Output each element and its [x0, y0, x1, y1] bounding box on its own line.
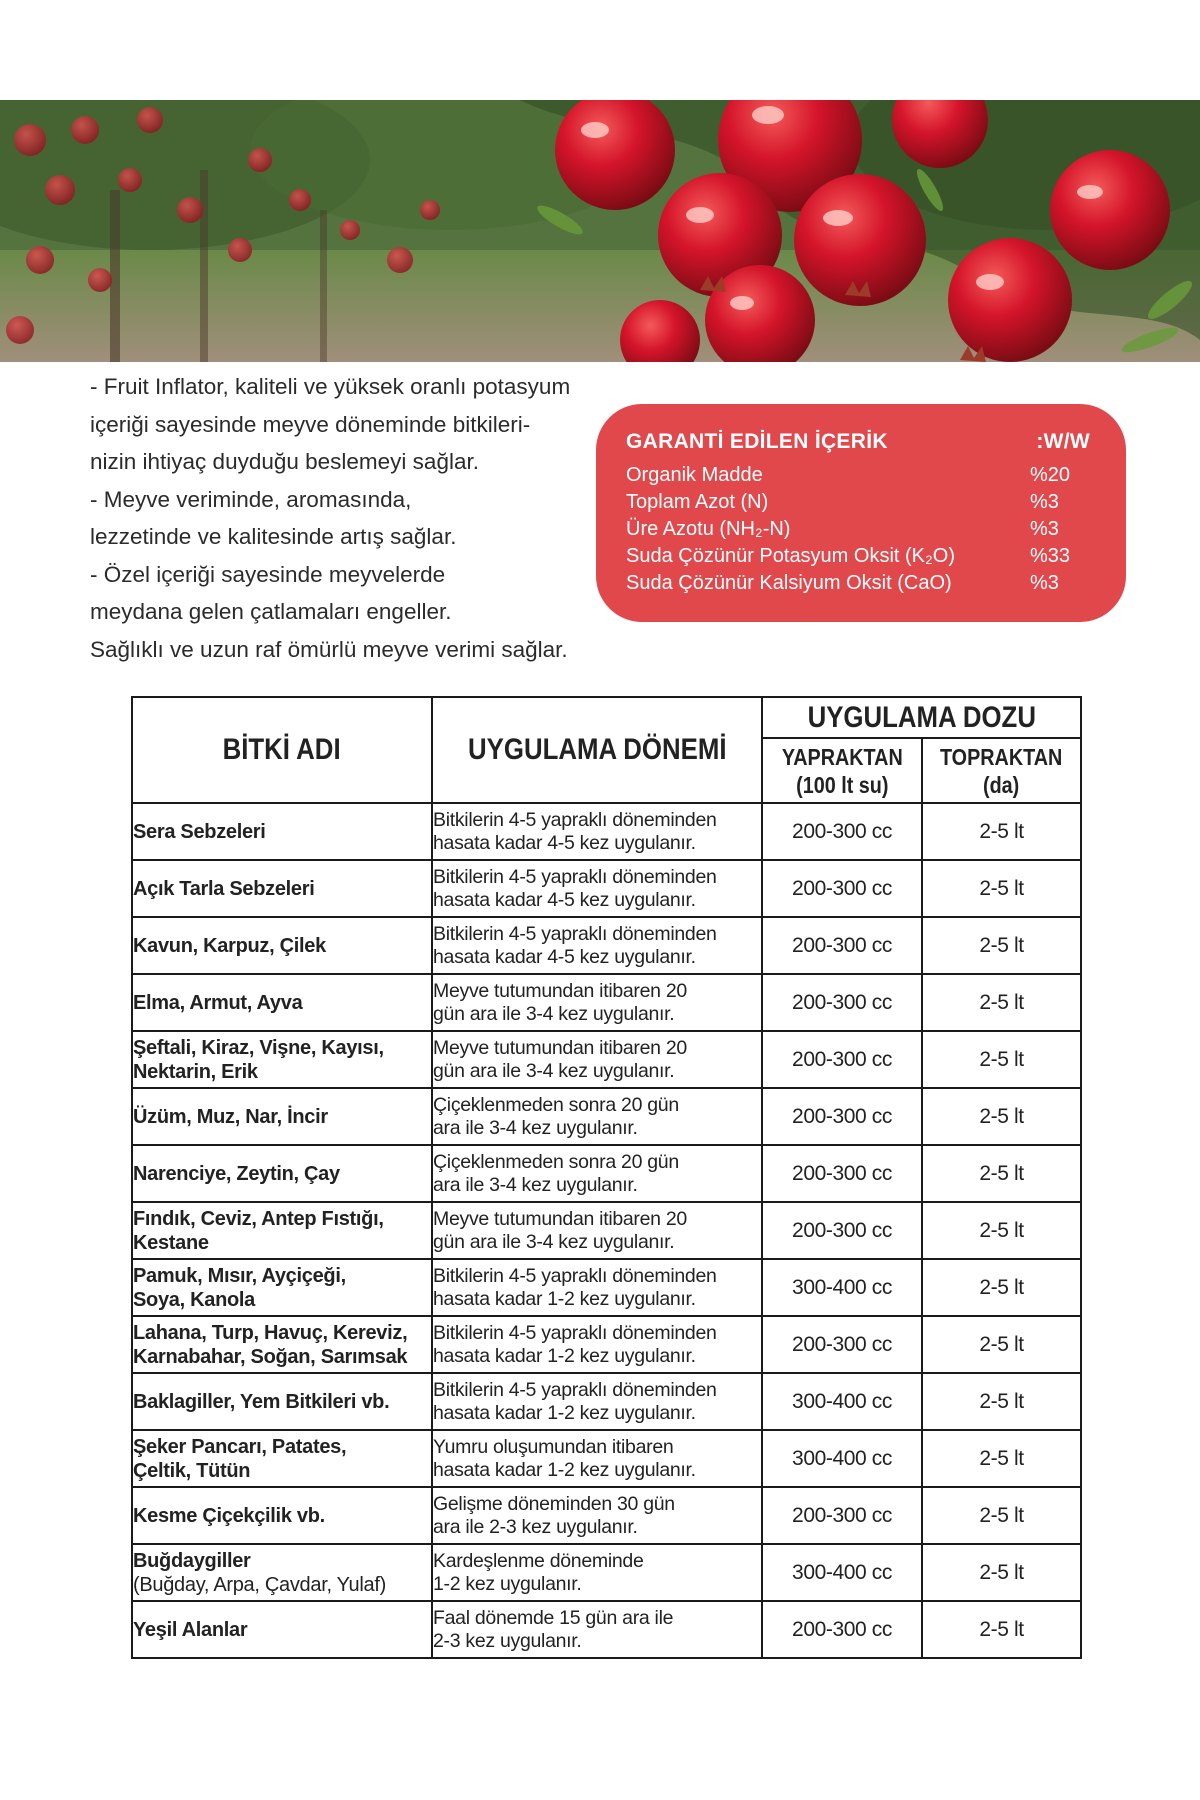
plant-name: Lahana, Turp, Havuç, Kereviz, — [133, 1321, 408, 1344]
ingredient-value: %3 — [1030, 491, 1059, 513]
table-row — [132, 1544, 1081, 1601]
table-row — [132, 1430, 1081, 1487]
application-period-cell — [432, 974, 762, 1031]
hero-image — [0, 100, 1200, 362]
foliar-dose: 200-300 cc — [762, 803, 922, 860]
description-line: nizin ihtiyaç duyduğu beslemeyi sağlar. — [90, 449, 479, 474]
application-period: Çiçeklenmeden sonra 20 gün — [433, 1150, 679, 1173]
header-application-period: UYGULAMA DÖNEMİ — [432, 697, 762, 803]
plant-name: Narenciye, Zeytin, Çay — [133, 1162, 340, 1185]
plant-name-cell — [132, 1031, 432, 1088]
foliar-dose: 200-300 cc — [762, 860, 922, 917]
application-period: Bitkilerin 4-5 yapraklı döneminden — [433, 1264, 717, 1287]
foliar-dose: 200-300 cc — [762, 1487, 922, 1544]
table-row — [132, 1088, 1081, 1145]
application-period: Meyve tutumundan itibaren 20 — [433, 1207, 687, 1230]
plant-name: Üzüm, Muz, Nar, İncir — [133, 1105, 328, 1128]
application-period-cell — [432, 1544, 762, 1601]
guarantee-row — [626, 462, 1090, 489]
application-period-cell — [432, 1031, 762, 1088]
soil-dose: 2-5 lt — [922, 1259, 1081, 1316]
foliar-dose: 200-300 cc — [762, 1088, 922, 1145]
guarantee-row — [626, 543, 1090, 570]
application-period-cell — [432, 1316, 762, 1373]
plant-subtitle: (Buğday, Arpa, Çavdar, Yulaf) — [133, 1573, 386, 1596]
ingredient-name: Toplam Azot (N) — [626, 491, 769, 513]
application-period-cell — [432, 1202, 762, 1259]
table-row — [132, 1601, 1081, 1658]
application-period: Faal dönemde 15 gün ara ile — [433, 1606, 674, 1629]
application-period: hasata kadar 1-2 kez uygulanır. — [433, 1344, 696, 1367]
ingredient-value: %3 — [1030, 518, 1059, 540]
application-period-cell — [432, 803, 762, 860]
plant-name-cell — [132, 860, 432, 917]
plant-name: Kesme Çiçekçilik vb. — [133, 1504, 325, 1527]
plant-name-cell — [132, 1544, 432, 1601]
foliar-dose: 200-300 cc — [762, 1316, 922, 1373]
description-line: lezzetinde ve kalitesinde artış sağlar. — [90, 524, 457, 549]
table-row — [132, 1259, 1081, 1316]
application-period: ara ile 2-3 kez uygulanır. — [433, 1515, 638, 1538]
application-period: gün ara ile 3-4 kez uygulanır. — [433, 1002, 675, 1025]
application-period: 1-2 kez uygulanır. — [433, 1572, 582, 1595]
application-period: gün ara ile 3-4 kez uygulanır. — [433, 1059, 675, 1082]
plant-name: Karnabahar, Soğan, Sarımsak — [133, 1345, 408, 1368]
ingredient-value: %3 — [1030, 572, 1059, 594]
soil-dose: 2-5 lt — [922, 1430, 1081, 1487]
header-application-dose: UYGULAMA DOZU — [762, 697, 1081, 738]
application-period-cell — [432, 1487, 762, 1544]
guarantee-row — [626, 570, 1090, 597]
plant-name: Çeltik, Tütün — [133, 1459, 251, 1482]
guarantee-row — [626, 516, 1090, 543]
application-period: hasata kadar 1-2 kez uygulanır. — [433, 1401, 696, 1424]
plant-name: Baklagiller, Yem Bitkileri vb. — [133, 1390, 390, 1413]
description-line: içeriği sayesinde meyve döneminde bitkileri- — [90, 411, 531, 437]
table-row — [132, 803, 1081, 860]
application-period: hasata kadar 4-5 kez uygulanır. — [433, 888, 696, 911]
ingredient-name: Organik Madde — [626, 464, 763, 486]
application-period: Yumru oluşumundan itibaren — [433, 1435, 674, 1458]
table-row — [132, 1031, 1081, 1088]
plant-name: Elma, Armut, Ayva — [133, 991, 303, 1014]
header-foliar: YAPRAKTAN (100 lt su) — [762, 738, 922, 803]
plant-name: Nektarin, Erik — [133, 1060, 258, 1083]
ingredient-name: Üre Azotu (NH₂-N) — [626, 518, 791, 540]
soil-dose: 2-5 lt — [922, 1088, 1081, 1145]
dosage-table-body — [132, 803, 1081, 1658]
table-row — [132, 1316, 1081, 1373]
application-period: Bitkilerin 4-5 yapraklı döneminden — [433, 922, 717, 945]
application-period: Bitkilerin 4-5 yapraklı döneminden — [433, 1321, 717, 1344]
foliar-dose: 300-400 cc — [762, 1259, 922, 1316]
application-period-cell — [432, 917, 762, 974]
plant-name-cell — [132, 1259, 432, 1316]
plant-name: Şeker Pancarı, Patates, — [133, 1435, 347, 1458]
soil-dose: 2-5 lt — [922, 1544, 1081, 1601]
guarantee-unit: :W/W — [1036, 430, 1090, 453]
application-period-cell — [432, 860, 762, 917]
foliar-dose: 200-300 cc — [762, 1145, 922, 1202]
ingredient-name: Suda Çözünür Potasyum Oksit (K₂O) — [626, 545, 955, 567]
application-period: Gelişme döneminden 30 gün — [433, 1492, 675, 1515]
table-row — [132, 860, 1081, 917]
header-plant-name: BİTKİ ADI — [132, 697, 432, 803]
table-row — [132, 1373, 1081, 1430]
foliar-dose: 300-400 cc — [762, 1430, 922, 1487]
application-period: 2-3 kez uygulanır. — [433, 1629, 582, 1652]
plant-name: Açık Tarla Sebzeleri — [133, 877, 315, 900]
application-period: ara ile 3-4 kez uygulanır. — [433, 1173, 638, 1196]
foliar-dose: 200-300 cc — [762, 917, 922, 974]
guaranteed-content-panel — [596, 404, 1126, 622]
description-line: - Fruit Inflator, kaliteli ve yüksek oranlı potasyum — [90, 374, 571, 399]
application-period: Meyve tutumundan itibaren 20 — [433, 979, 687, 1002]
plant-name-cell — [132, 1601, 432, 1658]
plant-name: Fındık, Ceviz, Antep Fıstığı, — [133, 1207, 384, 1230]
plant-name: Sera Sebzeleri — [133, 820, 266, 843]
pomegranate-illustration — [0, 100, 1200, 362]
foliar-dose: 200-300 cc — [762, 974, 922, 1031]
application-period: Çiçeklenmeden sonra 20 gün — [433, 1093, 679, 1116]
soil-dose: 2-5 lt — [922, 1031, 1081, 1088]
plant-name: Soya, Kanola — [133, 1288, 255, 1311]
ingredient-name: Suda Çözünür Kalsiyum Oksit (CaO) — [626, 572, 952, 594]
dosage-table — [131, 696, 1082, 1659]
application-period: gün ara ile 3-4 kez uygulanır. — [433, 1230, 675, 1253]
plant-name-cell — [132, 917, 432, 974]
description-line: meydana gelen çatlamaları engeller. — [90, 599, 452, 624]
description-line: - Meyve veriminde, aromasında, — [90, 486, 412, 512]
foliar-dose: 300-400 cc — [762, 1544, 922, 1601]
guarantee-row — [626, 489, 1090, 516]
plant-name: Kestane — [133, 1231, 209, 1254]
description-line: Sağlıklı ve uzun raf ömürlü meyve verimi sağlar. — [90, 636, 568, 662]
soil-dose: 2-5 lt — [922, 803, 1081, 860]
application-period-cell — [432, 1259, 762, 1316]
plant-name-cell — [132, 1145, 432, 1202]
application-period: hasata kadar 4-5 kez uygulanır. — [433, 945, 696, 968]
plant-name: Kavun, Karpuz, Çilek — [133, 934, 326, 957]
table-row — [132, 1487, 1081, 1544]
foliar-dose: 200-300 cc — [762, 1202, 922, 1259]
header-soil: TOPRAKTAN (da) — [922, 738, 1081, 803]
application-period-cell — [432, 1145, 762, 1202]
application-period: Kardeşlenme döneminde — [433, 1549, 644, 1572]
application-period-cell — [432, 1430, 762, 1487]
foliar-dose: 200-300 cc — [762, 1031, 922, 1088]
plant-name-cell — [132, 974, 432, 1031]
description-line: - Özel içeriği sayesinde meyvelerde — [90, 561, 446, 587]
soil-dose: 2-5 lt — [922, 1373, 1081, 1430]
guarantee-title: GARANTİ EDİLEN İÇERİK — [626, 430, 888, 453]
plant-name-cell — [132, 1316, 432, 1373]
soil-dose: 2-5 lt — [922, 1316, 1081, 1373]
application-period: Meyve tutumundan itibaren 20 — [433, 1036, 687, 1059]
plant-name-cell — [132, 1430, 432, 1487]
plant-name-cell — [132, 1088, 432, 1145]
application-period-cell — [432, 1601, 762, 1658]
foliar-dose: 300-400 cc — [762, 1373, 922, 1430]
plant-name-cell — [132, 1373, 432, 1430]
application-period: Bitkilerin 4-5 yapraklı döneminden — [433, 1378, 717, 1401]
application-period: ara ile 3-4 kez uygulanır. — [433, 1116, 638, 1139]
table-row — [132, 1202, 1081, 1259]
soil-dose: 2-5 lt — [922, 1487, 1081, 1544]
application-period: hasata kadar 4-5 kez uygulanır. — [433, 831, 696, 854]
soil-dose: 2-5 lt — [922, 1601, 1081, 1658]
table-row — [132, 1145, 1081, 1202]
soil-dose: 2-5 lt — [922, 974, 1081, 1031]
application-period: hasata kadar 1-2 kez uygulanır. — [433, 1458, 696, 1481]
plant-name-cell — [132, 1487, 432, 1544]
plant-name: Buğdaygiller — [133, 1549, 251, 1572]
table-row — [132, 974, 1081, 1031]
plant-name: Pamuk, Mısır, Ayçiçeği, — [133, 1264, 346, 1287]
ingredient-value: %20 — [1030, 464, 1071, 486]
ingredient-value: %33 — [1030, 545, 1071, 567]
soil-dose: 2-5 lt — [922, 1202, 1081, 1259]
application-period: Bitkilerin 4-5 yapraklı döneminden — [433, 865, 717, 888]
plant-name-cell — [132, 1202, 432, 1259]
soil-dose: 2-5 lt — [922, 917, 1081, 974]
application-period-cell — [432, 1373, 762, 1430]
plant-name-cell — [132, 803, 432, 860]
soil-dose: 2-5 lt — [922, 1145, 1081, 1202]
table-row — [132, 917, 1081, 974]
soil-dose: 2-5 lt — [922, 860, 1081, 917]
plant-name: Yeşil Alanlar — [133, 1618, 248, 1641]
application-period-cell — [432, 1088, 762, 1145]
plant-name: Şeftali, Kiraz, Vişne, Kayısı, — [133, 1036, 384, 1059]
foliar-dose: 200-300 cc — [762, 1601, 922, 1658]
application-period: hasata kadar 1-2 kez uygulanır. — [433, 1287, 696, 1310]
product-description — [90, 368, 650, 668]
application-period: Bitkilerin 4-5 yapraklı döneminden — [433, 808, 717, 831]
